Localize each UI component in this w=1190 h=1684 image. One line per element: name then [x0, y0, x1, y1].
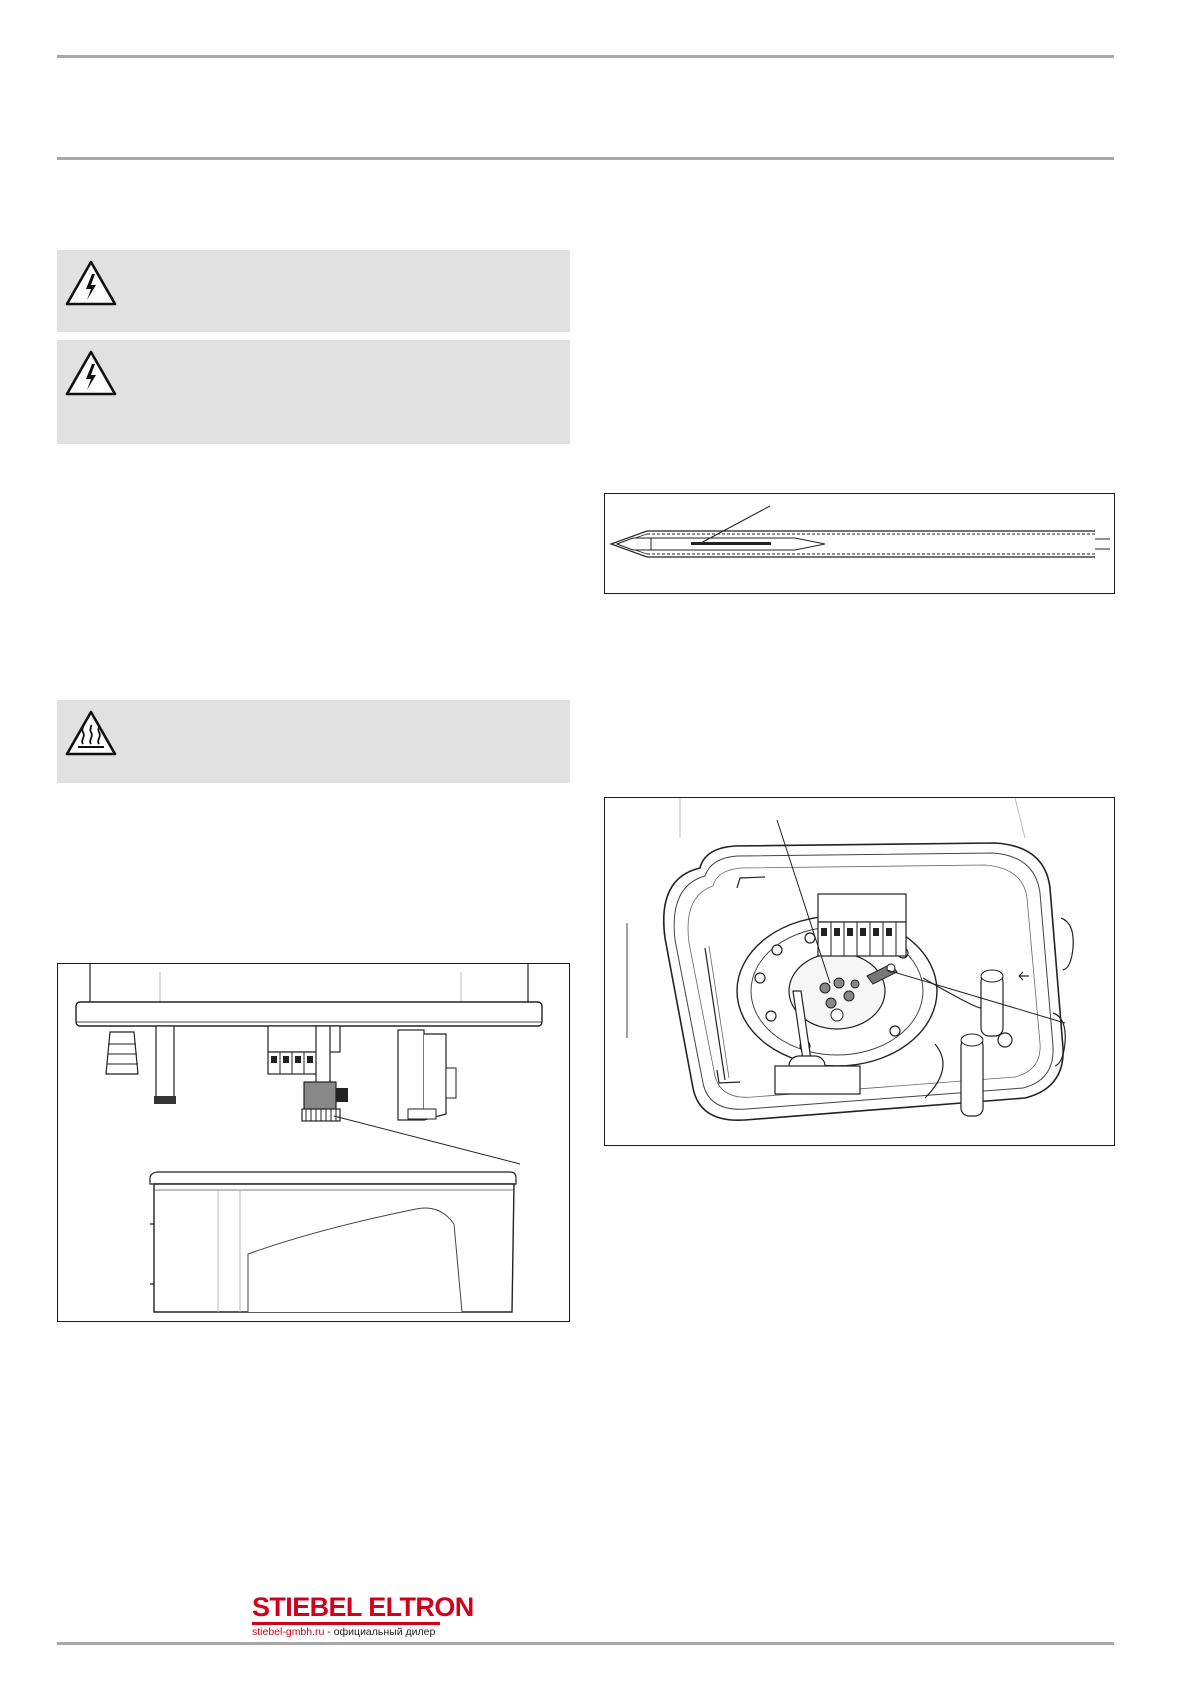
- electric-hazard-icon: [63, 258, 119, 310]
- header-rule-top: [57, 55, 1114, 58]
- warning-box-electric-2: [57, 340, 570, 444]
- brand-underline: [252, 1622, 440, 1625]
- header-rule-bottom: [57, 157, 1114, 160]
- dealer-line: [252, 1626, 435, 1639]
- brand-name: STIEBEL ELTRON: [252, 1592, 474, 1622]
- site-link[interactable]: stiebel-gmbh.ru: [252, 1626, 325, 1638]
- warning-box-electric-1: [57, 250, 570, 332]
- figure-sensor-probe: [604, 493, 1115, 594]
- warning-box-hot-surface: [57, 700, 570, 783]
- electric-hazard-icon: [63, 348, 119, 400]
- footer-rule: [57, 1642, 1114, 1645]
- hot-surface-icon: [63, 708, 119, 760]
- figure-heating-flange-terminals: [604, 797, 1115, 1146]
- figure-housing-cover-removal: [57, 963, 570, 1322]
- brand-logo[interactable]: [252, 1592, 474, 1640]
- dealer-text: - официальный дилер: [324, 1626, 436, 1638]
